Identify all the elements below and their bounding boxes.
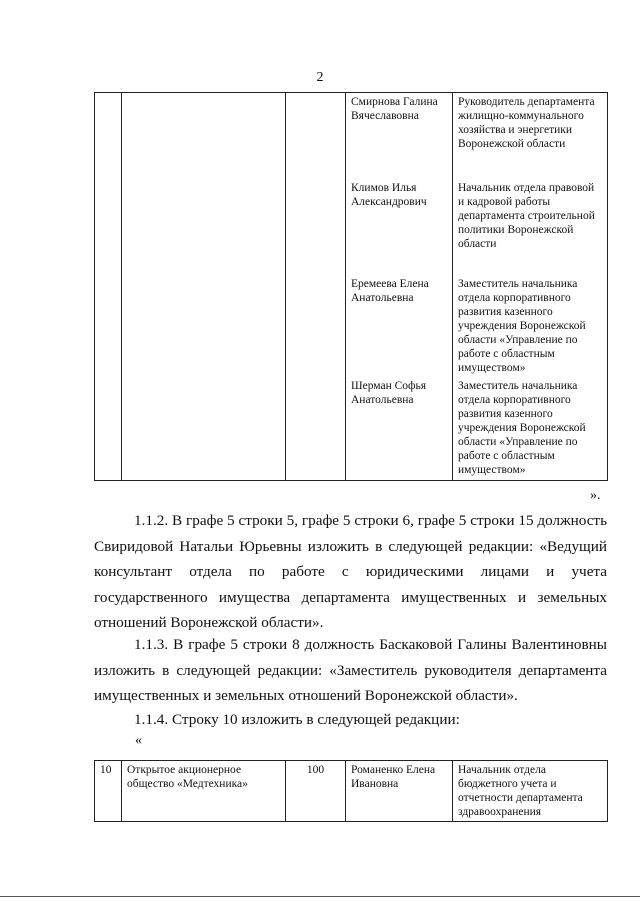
organization-cell: Открытое акционерное общество «Медтехника» bbox=[122, 761, 286, 822]
row-number-cell bbox=[95, 93, 122, 481]
page-bottom-rule bbox=[0, 896, 640, 897]
person-position: Начальник отдела правовой и кадровой работы департамента строительной политики Воронежской области bbox=[458, 182, 595, 250]
organization-cell bbox=[122, 93, 286, 481]
positions-cell bbox=[453, 93, 608, 481]
person-position: Начальник отдела бюджетного учета и отчетности департамента здравоохранения bbox=[453, 761, 608, 822]
person-name: Климов Илья Александрович bbox=[351, 182, 427, 208]
share-cell: 100 bbox=[286, 761, 346, 822]
person-name: Смирнова Галина Вячеславовна bbox=[351, 96, 438, 122]
closing-quote: ». bbox=[590, 488, 601, 503]
person-position: Заместитель начальника отдела корпоративного развития казенного учреждения Воронежской области «Управление по работе с областным имуществом» bbox=[458, 278, 586, 374]
representatives-table-continued bbox=[94, 92, 608, 481]
person-name: Шерман Софья Анатольевна bbox=[351, 380, 427, 406]
row-number-cell: 10 bbox=[95, 761, 122, 822]
paragraph-1-1-4: 1.1.4. Строку 10 изложить в следующей редакции: bbox=[134, 711, 460, 728]
person-name: Романенко Елена Ивановна bbox=[346, 761, 453, 822]
page-number: 2 bbox=[316, 70, 324, 85]
person-name: Еремеева Елена Анатольевна bbox=[351, 278, 429, 304]
share-cell bbox=[286, 93, 346, 481]
opening-quote: « bbox=[135, 733, 142, 748]
table-row bbox=[95, 761, 608, 822]
paragraph-1-1-2: 1.1.2. В графе 5 строки 5, графе 5 строки 6, графе 5 строки 15 должность Свиридовой Натальи Юрьевны изложить в следующей редакции: «Ведущий консультант отдела по работе с юридическими лицами и учета государственного имущества департамента имущественных и земельных отношений Воронежской области». bbox=[94, 512, 607, 631]
names-cell bbox=[346, 93, 453, 481]
paragraph-1-1-3: 1.1.3. В графе 5 строки 8 должность Баскаковой Галины Валентиновны изложить в следующей редакции: «Заместитель руководителя департамента имущественных и земельных отношений Воронежской области». bbox=[94, 636, 607, 704]
person-position: Заместитель начальника отдела корпоративного развития казенного учреждения Воронежской области «Управление по работе с областным имуществом» bbox=[458, 380, 586, 476]
table-row bbox=[95, 93, 608, 481]
row-10-table bbox=[94, 760, 608, 822]
person-position: Руководитель департамента жилищно-коммунального хозяйства и энергетики Воронежской области bbox=[458, 96, 595, 150]
